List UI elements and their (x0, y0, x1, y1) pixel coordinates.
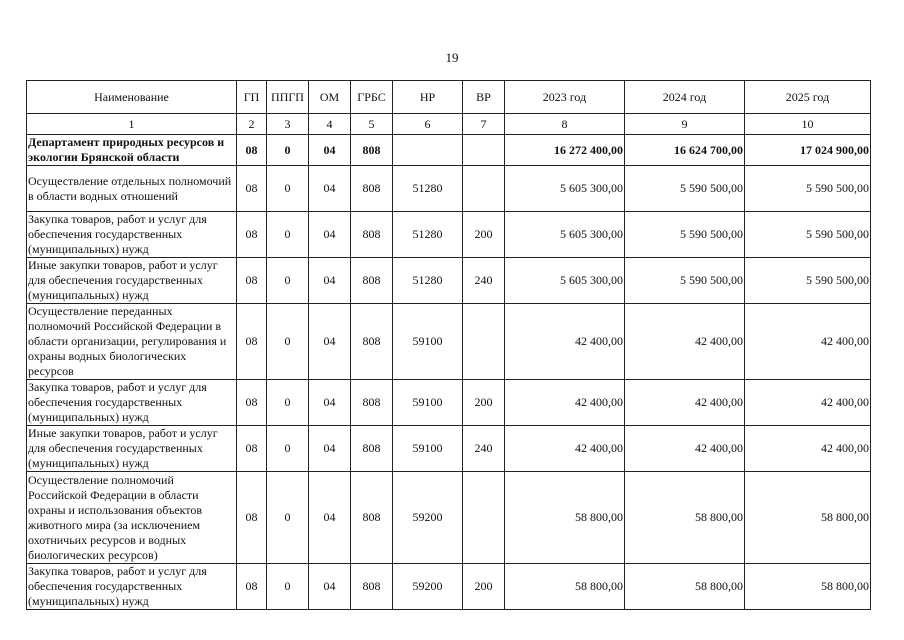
row-2025: 5 590 500,00 (745, 166, 871, 212)
row-2023: 5 605 300,00 (505, 258, 625, 304)
row-2025: 42 400,00 (745, 304, 871, 380)
row-name: Закупка товаров, работ и услуг для обеспечения государственных (муниципальных) нужд (27, 564, 237, 610)
row-name: Закупка товаров, работ и услуг для обеспечения государственных (муниципальных) нужд (27, 212, 237, 258)
row-2025: 58 800,00 (745, 564, 871, 610)
row-gp: 08 (237, 564, 267, 610)
row-vr: 240 (463, 426, 505, 472)
row-gp: 08 (237, 135, 267, 166)
row-gp: 08 (237, 212, 267, 258)
row-gp: 08 (237, 304, 267, 380)
row-om: 04 (309, 472, 351, 564)
col-header-2023: 2023 год (505, 81, 625, 114)
row-2023: 5 605 300,00 (505, 212, 625, 258)
row-gp: 08 (237, 166, 267, 212)
row-2023: 58 800,00 (505, 472, 625, 564)
row-ppgp: 0 (267, 380, 309, 426)
row-ppgp: 0 (267, 472, 309, 564)
row-grbs: 808 (351, 304, 393, 380)
row-om: 04 (309, 135, 351, 166)
row-2024: 16 624 700,00 (625, 135, 745, 166)
col-number: 4 (309, 114, 351, 135)
col-header-gp: ГП (237, 81, 267, 114)
table-row (27, 304, 871, 380)
page-number: 19 (445, 50, 459, 65)
row-grbs: 808 (351, 166, 393, 212)
table-row (27, 166, 871, 212)
row-vr: 200 (463, 380, 505, 426)
row-2025: 42 400,00 (745, 380, 871, 426)
row-grbs: 808 (351, 135, 393, 166)
row-gp: 08 (237, 472, 267, 564)
table-row (27, 212, 871, 258)
row-name: Осуществление переданных полномочий Российской Федерации в области организации, регулирования и охраны водных биологических ресурсов (27, 304, 237, 380)
row-2025: 5 590 500,00 (745, 258, 871, 304)
row-vr: 240 (463, 258, 505, 304)
row-2024: 5 590 500,00 (625, 258, 745, 304)
col-header-om: ОМ (309, 81, 351, 114)
table-row (27, 564, 871, 610)
row-grbs: 808 (351, 564, 393, 610)
row-name: Департамент природных ресурсов и экологии Брянской области (27, 135, 237, 166)
row-2024: 42 400,00 (625, 380, 745, 426)
row-ppgp: 0 (267, 258, 309, 304)
row-nr: 59200 (393, 564, 463, 610)
row-nr: 51280 (393, 212, 463, 258)
table-row (27, 258, 871, 304)
row-2024: 5 590 500,00 (625, 212, 745, 258)
row-nr (393, 135, 463, 166)
col-header-ppgp: ППГП (267, 81, 309, 114)
table-row (27, 426, 871, 472)
row-nr: 59200 (393, 472, 463, 564)
row-om: 04 (309, 380, 351, 426)
row-gp: 08 (237, 258, 267, 304)
row-2024: 42 400,00 (625, 304, 745, 380)
row-nr: 59100 (393, 426, 463, 472)
row-vr (463, 166, 505, 212)
col-header-2024: 2024 год (625, 81, 745, 114)
header-row (27, 81, 871, 114)
row-2023: 58 800,00 (505, 564, 625, 610)
row-om: 04 (309, 258, 351, 304)
row-2024: 58 800,00 (625, 564, 745, 610)
row-2023: 42 400,00 (505, 426, 625, 472)
row-2025: 58 800,00 (745, 472, 871, 564)
table-row (27, 472, 871, 564)
row-2024: 42 400,00 (625, 426, 745, 472)
row-2023: 5 605 300,00 (505, 166, 625, 212)
row-2023: 42 400,00 (505, 380, 625, 426)
row-2023: 16 272 400,00 (505, 135, 625, 166)
col-header-2025: 2025 год (745, 81, 871, 114)
row-2023: 42 400,00 (505, 304, 625, 380)
row-ppgp: 0 (267, 135, 309, 166)
column-number-row (27, 114, 871, 135)
row-name: Иные закупки товаров, работ и услуг для обеспечения государственных (муниципальных) нужд (27, 258, 237, 304)
row-grbs: 808 (351, 380, 393, 426)
col-number: 6 (393, 114, 463, 135)
col-header-vr: ВР (463, 81, 505, 114)
row-om: 04 (309, 304, 351, 380)
col-header-nr: НР (393, 81, 463, 114)
row-vr: 200 (463, 212, 505, 258)
col-number: 3 (267, 114, 309, 135)
col-number: 1 (27, 114, 237, 135)
row-ppgp: 0 (267, 166, 309, 212)
row-name: Иные закупки товаров, работ и услуг для обеспечения государственных (муниципальных) нужд (27, 426, 237, 472)
row-ppgp: 0 (267, 304, 309, 380)
col-number: 2 (237, 114, 267, 135)
row-ppgp: 0 (267, 212, 309, 258)
row-grbs: 808 (351, 258, 393, 304)
row-grbs: 808 (351, 212, 393, 258)
col-number: 8 (505, 114, 625, 135)
row-vr (463, 304, 505, 380)
row-ppgp: 0 (267, 426, 309, 472)
row-nr: 59100 (393, 304, 463, 380)
row-name: Осуществление полномочий Российской Федерации в области охраны и использования объектов животного мира (за исключением охотничьих ресурсов и водных биологических ресурсов) (27, 472, 237, 564)
budget-table (26, 80, 871, 610)
row-vr: 200 (463, 564, 505, 610)
row-2025: 42 400,00 (745, 426, 871, 472)
row-om: 04 (309, 426, 351, 472)
col-header-name: Наименование (27, 81, 237, 114)
col-header-grbs: ГРБС (351, 81, 393, 114)
row-2024: 58 800,00 (625, 472, 745, 564)
table-row (27, 135, 871, 166)
row-name: Осуществление отдельных полномочий в области водных отношений (27, 166, 237, 212)
row-nr: 51280 (393, 166, 463, 212)
row-om: 04 (309, 564, 351, 610)
row-2024: 5 590 500,00 (625, 166, 745, 212)
table-row (27, 380, 871, 426)
row-om: 04 (309, 212, 351, 258)
row-gp: 08 (237, 426, 267, 472)
col-number: 5 (351, 114, 393, 135)
row-gp: 08 (237, 380, 267, 426)
row-2025: 17 024 900,00 (745, 135, 871, 166)
row-nr: 51280 (393, 258, 463, 304)
col-number: 7 (463, 114, 505, 135)
col-number: 10 (745, 114, 871, 135)
col-number: 9 (625, 114, 745, 135)
row-name: Закупка товаров, работ и услуг для обеспечения государственных (муниципальных) нужд (27, 380, 237, 426)
row-vr (463, 472, 505, 564)
row-om: 04 (309, 166, 351, 212)
row-2025: 5 590 500,00 (745, 212, 871, 258)
row-nr: 59100 (393, 380, 463, 426)
row-grbs: 808 (351, 426, 393, 472)
row-grbs: 808 (351, 472, 393, 564)
row-vr (463, 135, 505, 166)
row-ppgp: 0 (267, 564, 309, 610)
